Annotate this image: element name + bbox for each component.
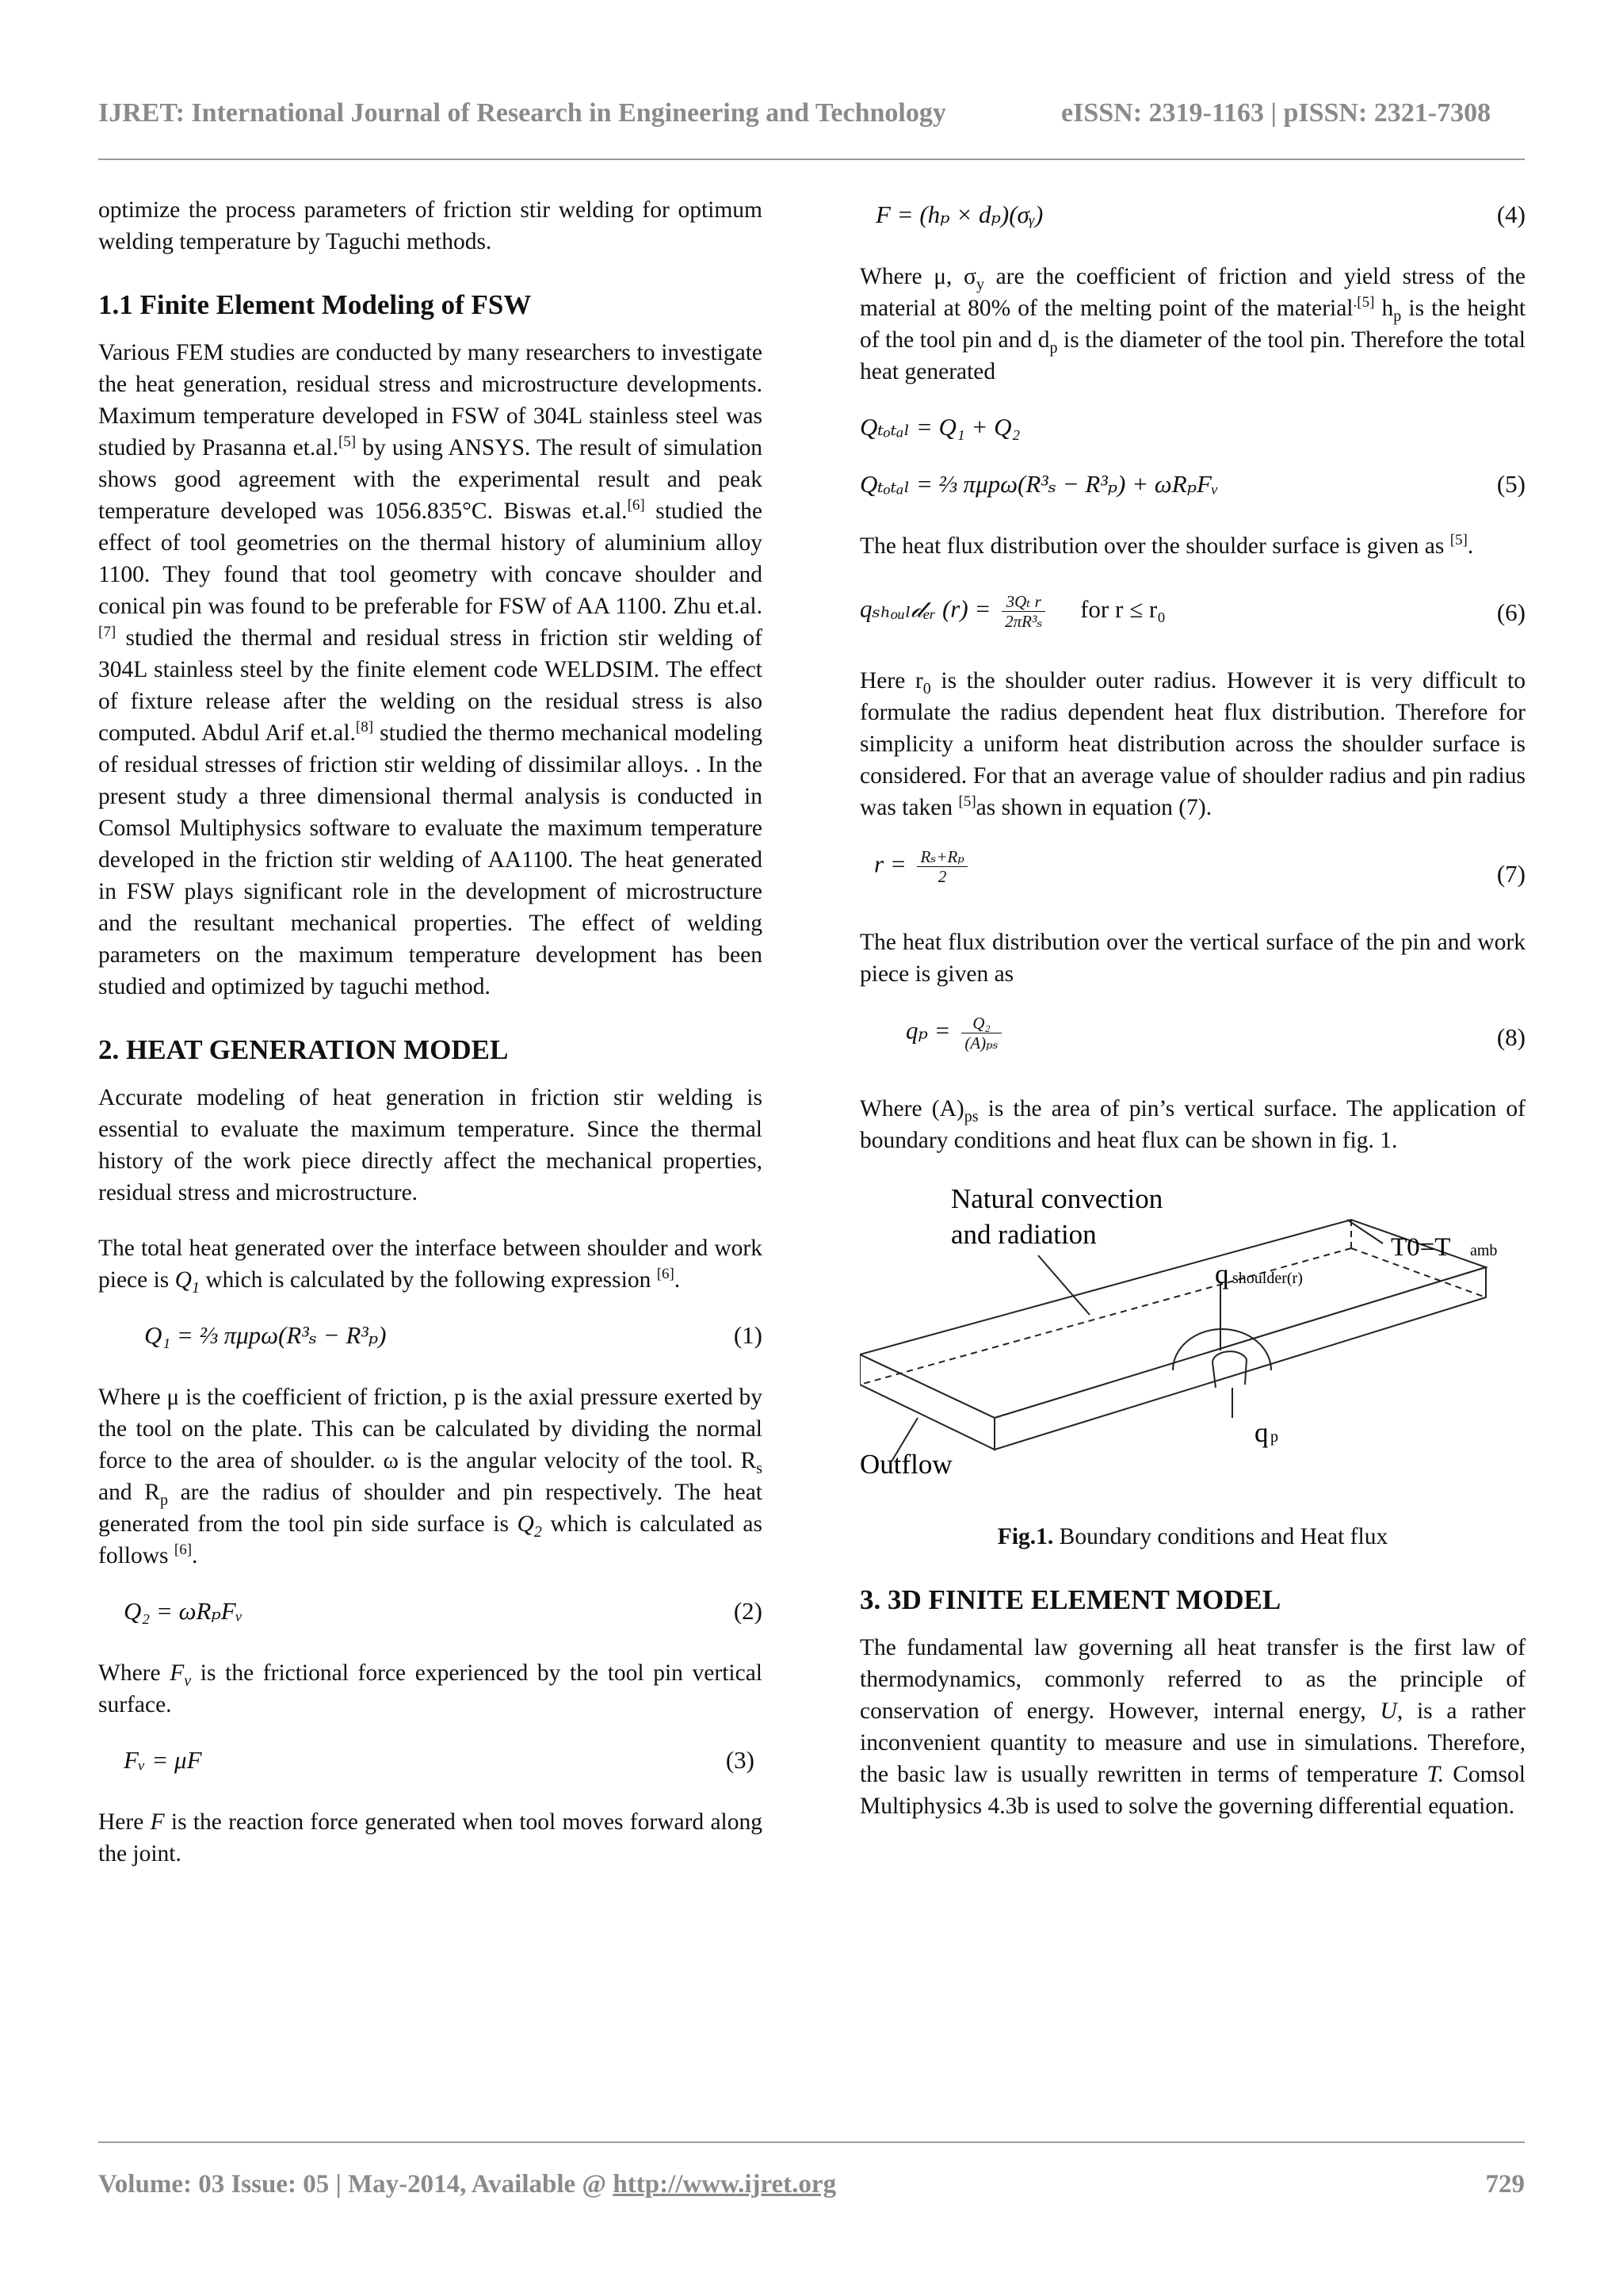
volume-info: Volume: 03 Issue: 05 | May-2014, Available @ bbox=[98, 2170, 613, 2199]
equation-8: qₚ = $\frac{\text{Q₂}}{\text{(A)ₚₛ}}$ (8) bbox=[906, 1014, 1526, 1052]
label-radiation: and radiation bbox=[951, 1219, 1097, 1250]
equation-4: F = (hₚ × dₚ)(σᵧ) (4) bbox=[876, 201, 1526, 228]
plate-diagram bbox=[860, 1180, 1526, 1513]
footer-rule bbox=[98, 2141, 1525, 2143]
page-number: 729 bbox=[1485, 2170, 1525, 2199]
label-outflow: Outflow bbox=[860, 1449, 953, 1480]
heat-paragraph-2: The total heat generated over the interface between shoulder and work piece is $Q_1$ which is calculated by the following expression [6]. bbox=[98, 1236, 762, 1297]
label-qp: q bbox=[1254, 1417, 1269, 1448]
section-heading-3d: 3. 3D FINITE ELEMENT MODEL bbox=[860, 1584, 1281, 1615]
header-rule bbox=[98, 159, 1525, 160]
section-heading-fem: 1.1 Finite Element Modeling of FSW bbox=[98, 289, 532, 320]
issn: eISSN: 2319-1163 | pISSN: 2321-7308 bbox=[1061, 98, 1491, 128]
left-column bbox=[98, 194, 762, 1893]
label-q-shoulder: q bbox=[1215, 1259, 1229, 1289]
reaction-paragraph: Here F is the reaction force generated when tool moves forward along the joint. bbox=[98, 1809, 762, 1866]
equation-total-1: Qₜₒₜₐₗ = Q₁ + Q₂ bbox=[860, 413, 1021, 441]
intro-paragraph: optimize the process parameters of friction stir welding for optimum welding temperature by Taguchi methods. bbox=[98, 197, 762, 254]
label-t-amb: amb bbox=[1470, 1242, 1498, 1259]
journal-link[interactable]: http://www.ijret.org bbox=[613, 2170, 837, 2199]
equation-3: Fᵥ = μF (3) bbox=[124, 1746, 754, 1774]
heat-paragraph-1: Accurate modeling of heat generation in friction stir welding is essential to evaluate the maximum temperature. Since the thermal history of the work piece directly affect the mechanical properties, residual stress and microstructure. bbox=[98, 1085, 762, 1205]
equation-1: Q₁ = ⅔ πμpω(R³ₛ − R³ₚ) (1) bbox=[144, 1321, 762, 1349]
where-paragraph: Where μ, $\sigma_y$ are the coefficient of friction and yield stress of the material at 80% of the melting point of the material$^{.[5]}$ $h_p$ is the height of the tool pin and $d_p$ is the diameter of the tool pin. Therefore the total heat generated bbox=[860, 264, 1526, 384]
label-t0: T0=T bbox=[1391, 1233, 1451, 1262]
fem3d-paragraph: The fundamental law governing all heat transfer is the first law of thermodynamics, commonly referred to as the principle of conservation of energy. However, internal energy, U, is a rather inconvenient quantity to measure and use in simulations. Therefore, the basic law is usually rewritten in terms of temperature T. Comsol Multiphysics 4.3b is used to solve the governing differential equation. bbox=[860, 1635, 1526, 1819]
journal-title: IJRET: International Journal of Research in Engineering and Technology bbox=[98, 98, 946, 128]
right-column bbox=[860, 194, 1526, 1846]
equation-2: Q₂ = ωRₚFᵥ (2) bbox=[124, 1597, 762, 1625]
label-q-shoulder-sub: shoulder(r) bbox=[1232, 1270, 1303, 1287]
page-header bbox=[98, 98, 1525, 128]
vertical-paragraph: The heat flux distribution over the vertical surface of the pin and work piece is given as bbox=[860, 930, 1526, 987]
fv-paragraph: Where $F_v$ is the frictional force experienced by the tool pin vertical surface. bbox=[98, 1660, 762, 1717]
fem-paragraph: Various FEM studies are conducted by many researchers to investigate the heat generation, residual stress and microstructure developments. Maximum temperature developed in FSW of 304L stainless steel was studied by Prasanna et.al.[5] by using ANSYS. The result of simulation shows good agreement with the experimental result and peak temperature developed was 1056.835°C. Biswas et.al.[6] studied the effect of tool geometries on the thermal history of aluminium alloy 1100. They found that tool geometry with concave shoulder and conical pin was found to be preferable for FSW of AA 1100. Zhu et.al.[7] studied the thermal and residual stress in friction stir welding of 304L stainless steel by the finite element code WELDSIM. The effect of fixture release after the welding on the residual stress is also computed. Abdul Arif et.al.[8] studied the thermo mechanical modeling of residual stresses of friction stir welding of dissimilar alloys. . In the present study a three dimensional thermal analysis is conducted in Comsol Multiphysics software to evaluate the maximum temperature developed in the friction stir welding of AA1100. The heat generated in FSW plays significant role in the development of microstructure and the resultant mechanical properties. The effect of welding parameters on the maximum temperature development has been studied and optimized by taguchi method. bbox=[98, 340, 762, 999]
label-qp-sub: p bbox=[1270, 1428, 1278, 1446]
r0-paragraph: Here $r_0$ is the shoulder outer radius. However it is very difficult to formulate the radius dependent heat flux distribution. Therefore for simplicity a uniform heat distribution across the shoulder surface is considered. For that an average value of shoulder radius and pin radius was taken [5]as shown in equation (7). bbox=[860, 668, 1526, 820]
area-paragraph: Where $(A)_{ps}$ is the area of pin’s vertical surface. The application of boundary conditions and heat flux can be shown in fig. 1. bbox=[860, 1096, 1526, 1153]
flux-paragraph: The heat flux distribution over the shoulder surface is given as [5]. bbox=[860, 532, 1474, 559]
equation-7: r = $\frac{\text{Rₛ+Rₚ}}{2}$ (7) bbox=[874, 847, 1526, 888]
equation-5: Qₜₒₜₐₗ = ⅔ πμpω(R³ₛ − R³ₚ) + ωRₚFᵥ (5) bbox=[860, 470, 1526, 498]
section-heading-heat: 2. HEAT GENERATION MODEL bbox=[98, 1034, 509, 1065]
label-natural-convection: Natural convection bbox=[951, 1183, 1163, 1214]
figure-caption: Fig.1. Boundary conditions and Heat flux bbox=[997, 1524, 1388, 1549]
page-footer bbox=[98, 2170, 1525, 2199]
equation-6: qₛₕₒᵤₗ𝒹ₑᵣ (r) = $\frac{\text{3Qₜ r}}{\text{2πR³ₛ}}$ for r ≤ r₀ (6) bbox=[860, 592, 1526, 631]
figure-boundary-conditions bbox=[860, 1180, 1526, 1513]
mu-paragraph: Where μ is the coefficient of friction, p is the axial pressure exerted by the tool on the plate. This can be calculated by dividing the normal force to the area of shoulder. ω is the angular velocity of the tool. $R_s$ and $R_p$ are the radius of shoulder and pin respectively. The heat generated from the tool pin side surface is $Q_2$ which is calculated as follows [6]. bbox=[98, 1385, 762, 1568]
